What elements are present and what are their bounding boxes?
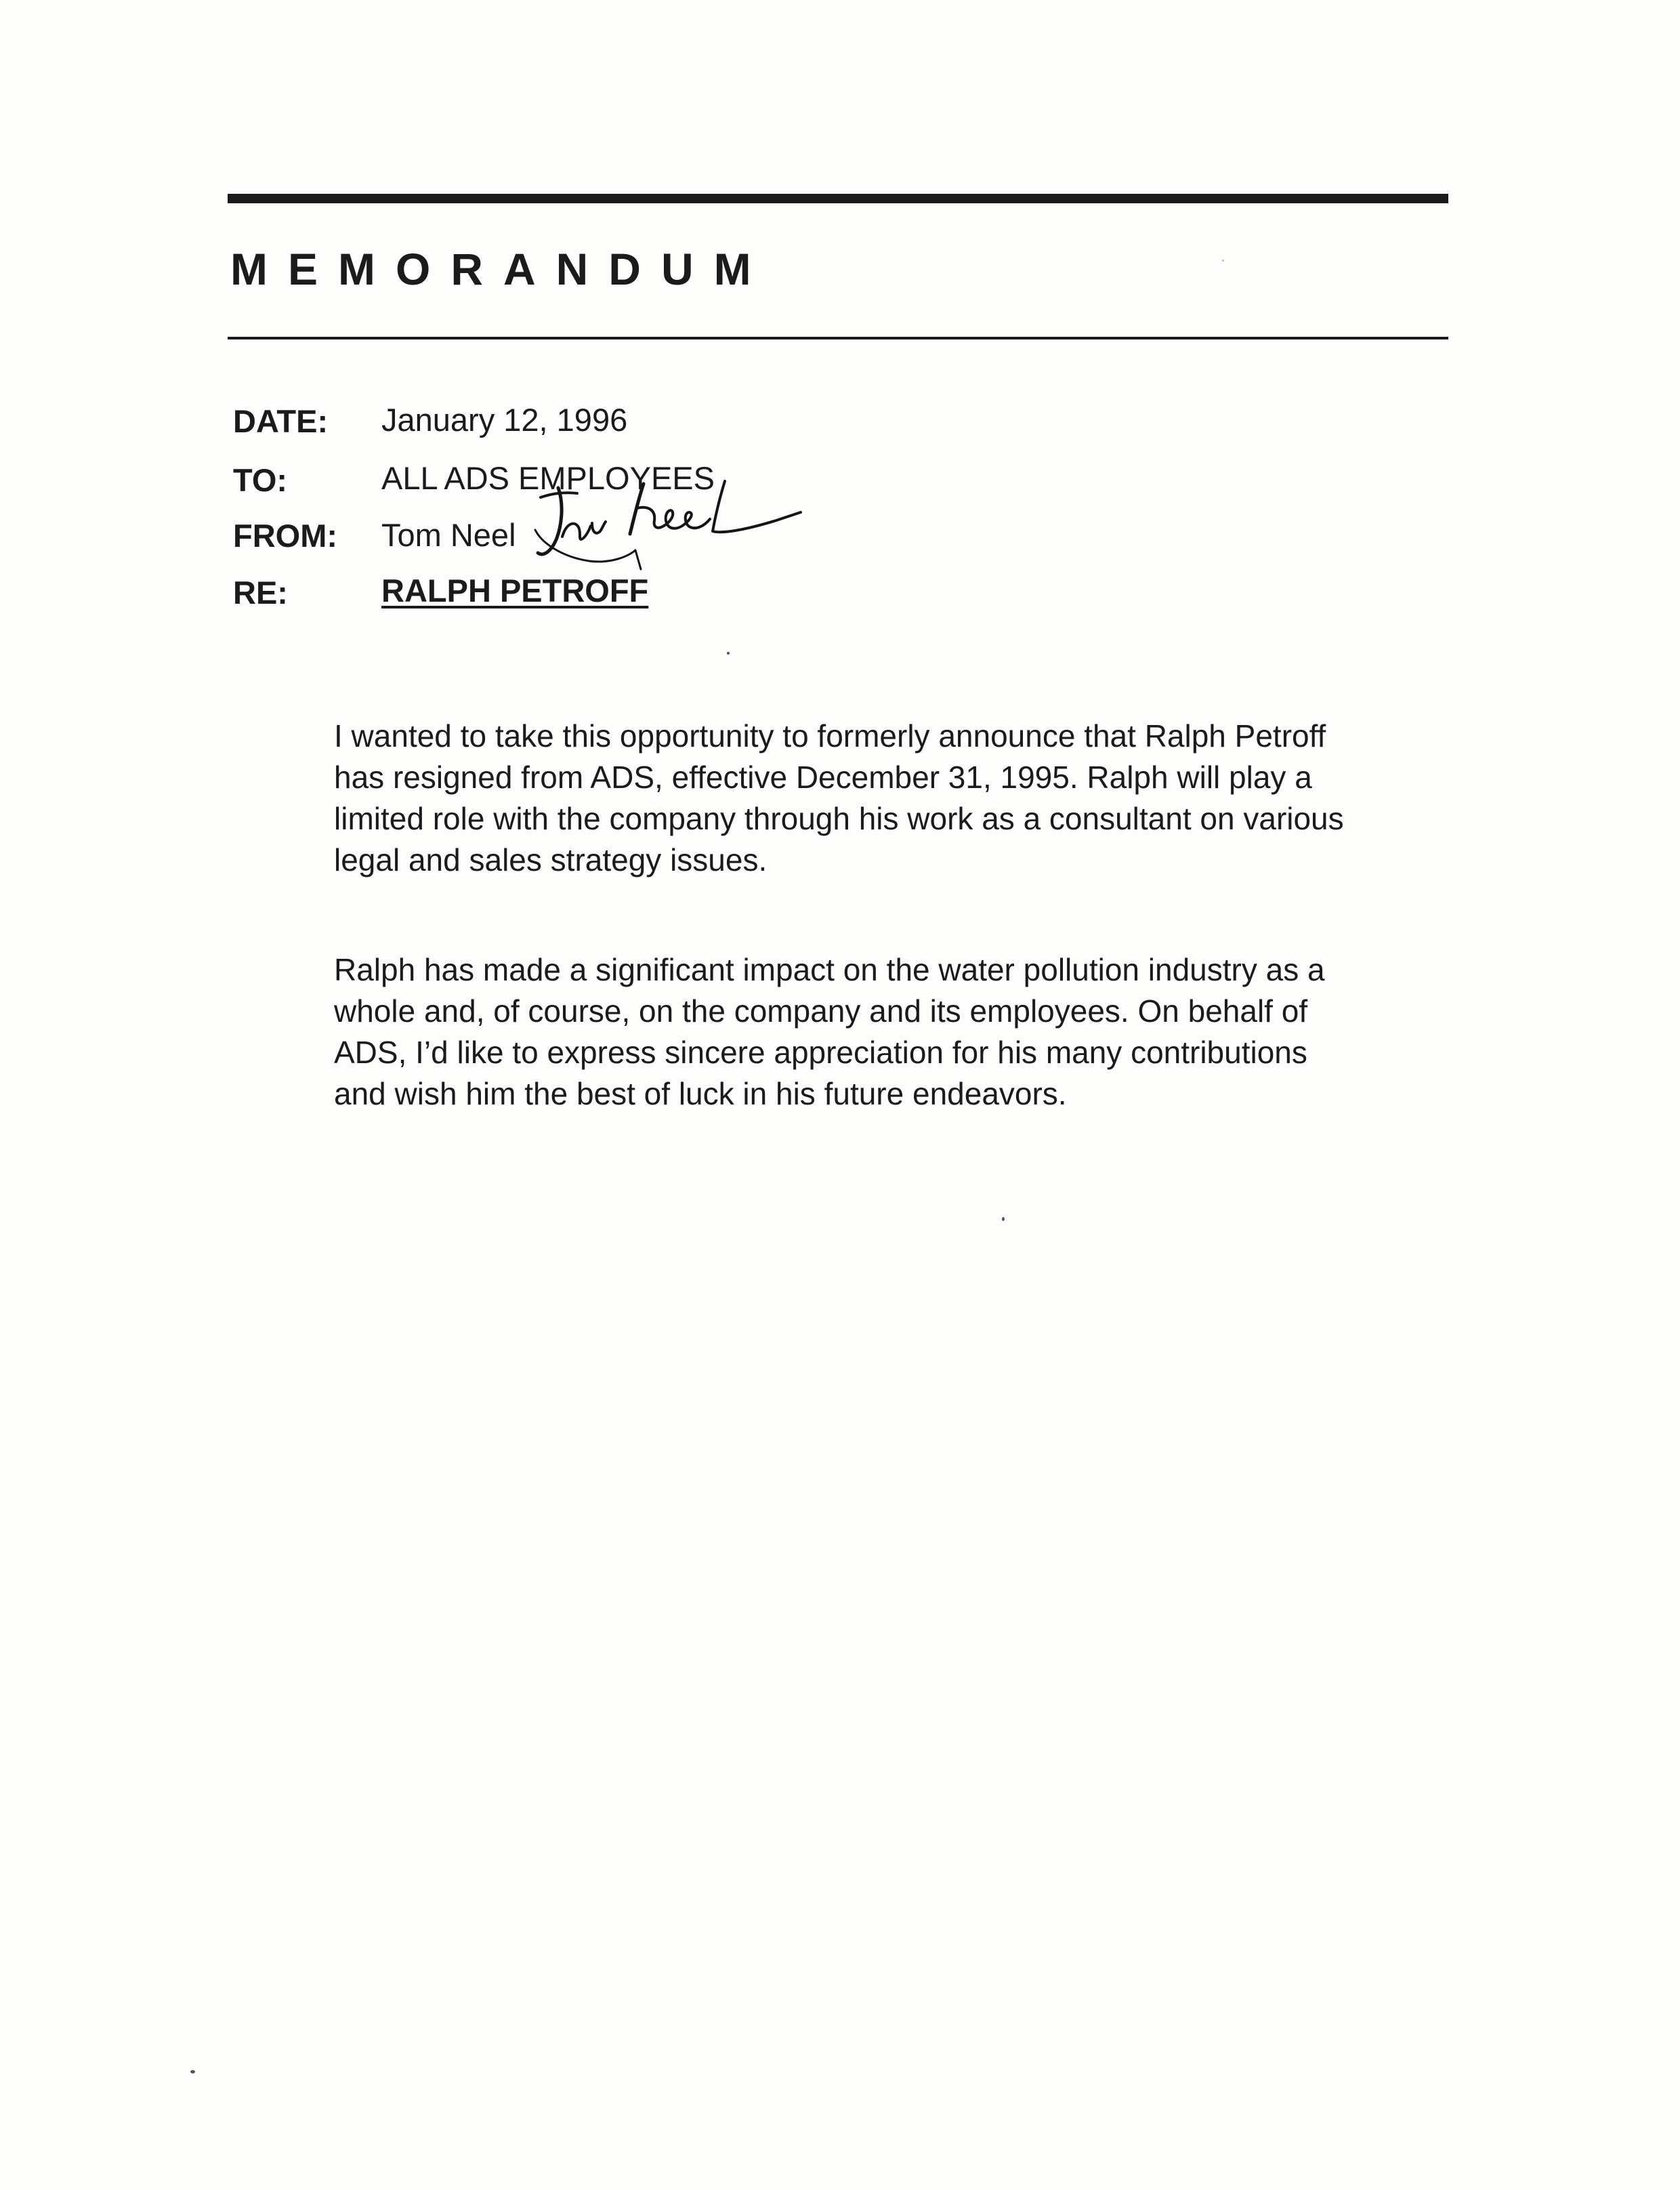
re-value: RALPH PETROFF	[381, 573, 649, 608]
date-label: DATE:	[233, 403, 329, 439]
body-line: whole and, of course, on the company and its employees. On behalf of	[334, 993, 1308, 1029]
body-line: legal and sales strategy issues.	[334, 842, 768, 877]
date-value: January 12, 1996	[381, 402, 628, 438]
from-label: FROM:	[233, 518, 338, 554]
scan-speck	[1002, 1217, 1005, 1221]
memo-header-rule-bottom	[228, 337, 1448, 339]
memo-header-rule-top	[228, 194, 1448, 203]
body-line: ADS, I’d like to express sincere appreciation for his many contributions	[334, 1035, 1307, 1070]
body-line: and wish him the best of luck in his future endeavors.	[334, 1076, 1067, 1111]
body-line: I wanted to take this opportunity to formerly announce that Ralph Petroff	[334, 718, 1326, 753]
to-label: TO:	[233, 462, 288, 498]
handwritten-signature	[522, 455, 806, 625]
scan-speck	[190, 2070, 195, 2073]
scan-speck	[727, 652, 730, 655]
body-line: Ralph has made a significant impact on the water pollution industry as a	[334, 952, 1325, 987]
body-paragraph-1	[334, 716, 1472, 881]
body-line: has resigned from ADS, effective December 31, 1995. Ralph will play a	[334, 760, 1312, 795]
from-value: Tom Neel	[381, 517, 516, 553]
re-label: RE:	[233, 575, 288, 611]
body-paragraph-2	[334, 949, 1472, 1115]
body-line: limited role with the company through his work as a consultant on various	[334, 801, 1344, 836]
to-value: ALL ADS EMPLOYEES	[381, 460, 715, 496]
memo-title: MEMORANDUM	[230, 244, 772, 294]
scan-speck	[1222, 260, 1224, 262]
